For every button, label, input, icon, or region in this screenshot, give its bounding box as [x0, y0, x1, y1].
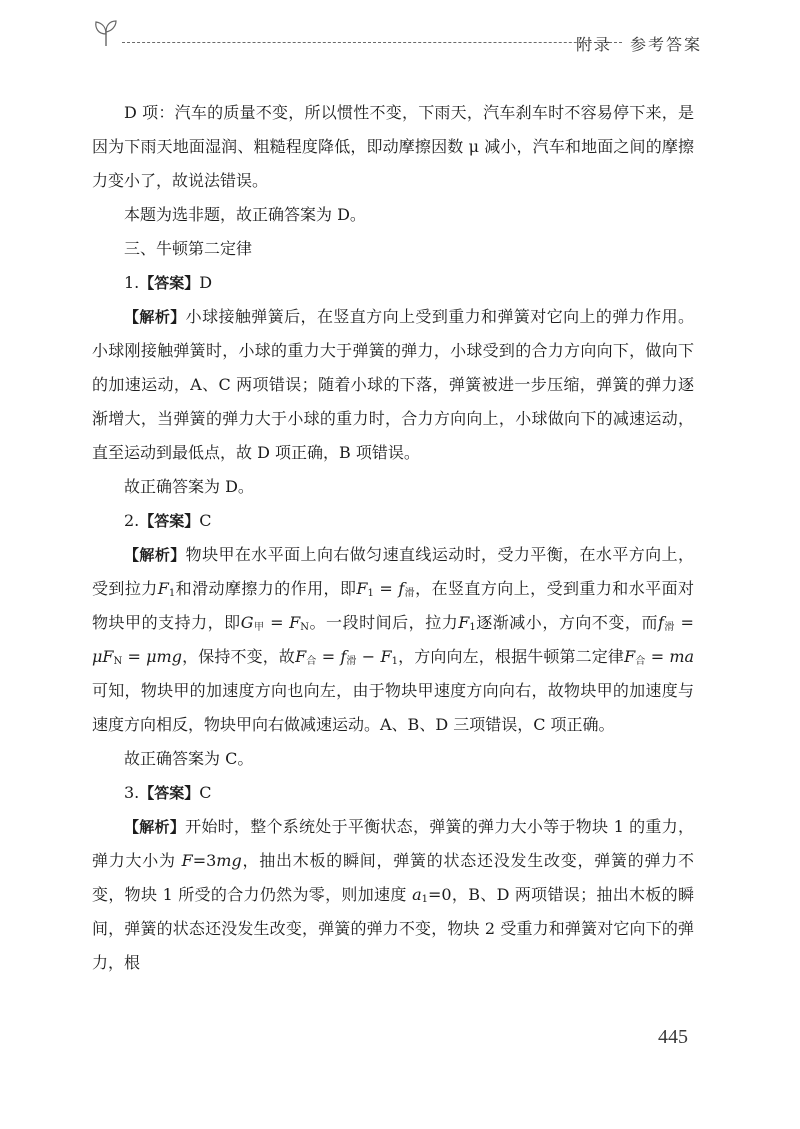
header-rule [122, 42, 622, 43]
page-body [92, 96, 694, 980]
q1-analysis-text: 小球接触弹簧后，在竖直方向上受到重力和弹簧对它向上的弹力作用。小球刚接触弹簧时，小球的重力大于弹簧的弹力，小球受到的合力方向向下，做向下的加速运动，A、C 两项错误；随着小球的下落，弹簧被进一步压缩，弹簧的弹力逐渐增大，当弹簧的弹力大于小球的重力时，合力方向向上，小球做向下的减速运动，直至运动到最低点，故 D 项正确，B 项错误。 [92, 307, 694, 462]
q2-answer-tag: 【答案】 [139, 512, 200, 530]
paragraph-d-option: D 项：汽车的质量不变，所以惯性不变，下雨天，汽车刹车时不容易停下来，是因为下雨天地面湿润、粗糙程度降低，即动摩擦因数 μ 减小，汽车和地面之间的摩擦力变小了，故说法错误。 [92, 103, 694, 190]
q1-analysis-tag: 【解析】 [124, 308, 186, 326]
q1-answer-line [92, 266, 694, 300]
q2-answer-line [92, 504, 694, 538]
paragraph-q-answer: 本题为选非题，故正确答案为 D。 [124, 205, 366, 224]
header-section: 附录 [575, 35, 612, 54]
q2-conclusion: 故正确答案为 C。 [124, 749, 254, 768]
q2-analysis-tag: 【解析】 [124, 546, 186, 564]
header-text [576, 32, 702, 55]
q3-answer-tag: 【答案】 [139, 784, 200, 802]
q3-analysis: 【解析】开始时，整个系统处于平衡状态，弹簧的弹力大小等于物块 1 的重力，弹力大小为 F=3mg，抽出木板的瞬间，弹簧的状态还没发生改变，弹簧的弹力不变，物块 1 所受的合力仍然为零，则加速度 $a_1=0$，B、D 两项错误；抽出木板的瞬间，弹簧的状态还没发生改变，弹簧的弹力不变，物块 2 受重力和弹簧对它向下的弹力，根 [92, 817, 694, 972]
q3-answer-line [92, 776, 694, 810]
q1-answer-tag: 【答案】 [139, 274, 200, 292]
q1-number: 1. [124, 273, 140, 292]
q3-answer: C [199, 783, 212, 802]
q2-number: 2. [124, 511, 140, 530]
q1-conclusion: 故正确答案为 D。 [124, 477, 254, 496]
q3-analysis-tag: 【解析】 [124, 818, 186, 836]
sprout-icon [92, 18, 120, 48]
q2-answer: C [199, 511, 212, 530]
q2-analysis: 【解析】物块甲在水平面上向右做匀速直线运动时，受力平衡，在水平方向上，受到拉力$F_1$和滑动摩擦力的作用，即$F_1 = f_滑$，在竖直方向上，受到重力和水平面对物块甲的支持力，即$G_甲 = F_N$。一段时间后，拉力$F_1$逐渐减小，方向不变，而$f_滑 = \mu F_N = \mu mg$，保持不变，故$F_合 = f_滑 - F_1$，方向向左，根据牛顿第二定律$F_合$ = ma可知，物块甲的加速度方向也向左，由于物块甲速度方向向右，故物块甲的加速度与速度方向相反，物块甲向右做减速运动。A、B、D 三项错误，C 项正确。 [92, 545, 695, 734]
q1-analysis [92, 300, 694, 470]
page-header [92, 18, 702, 58]
page-number: 445 [658, 1026, 688, 1048]
section-heading: 三、牛顿第二定律 [124, 239, 253, 258]
header-title: 参考答案 [629, 35, 702, 54]
q1-answer: D [199, 273, 213, 292]
q3-number: 3. [124, 783, 140, 802]
